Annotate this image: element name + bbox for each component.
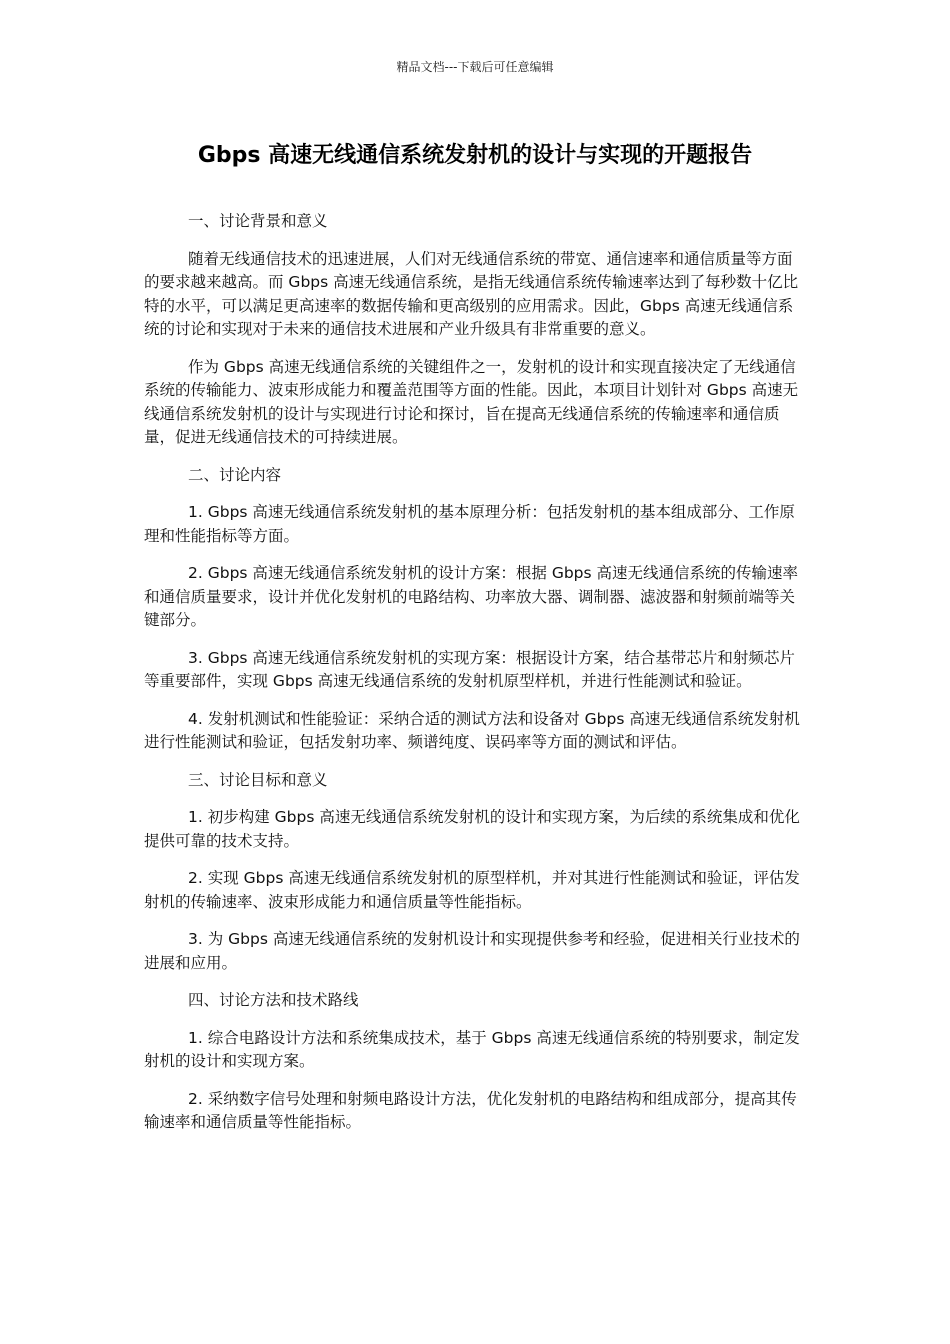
method-item-1: 1. 综合电路设计方法和系统集成技术，基于 Gbps 高速无线通信系统的特别要求，制定发射机的设计和实现方案。 — [144, 1028, 800, 1070]
goal-item-3: 3. 为 Gbps 高速无线通信系统的发射机设计和实现提供参考和经验，促进相关行业技术的进展和应用。 — [144, 930, 800, 972]
section-heading-methods: 四、讨论方法和技术路线 — [188, 991, 359, 1009]
section-heading-goals: 三、讨论目标和意义 — [188, 770, 328, 789]
content-item-2: 2. Gbps 高速无线通信系统发射机的设计方案：根据 Gbps 高速无线通信系统的传输速率和通信质量要求，设计并优化发射机的电路结构、功率放大器、调制器、滤波器和射频前端等关键部分。 — [144, 564, 799, 629]
goal-item-2: 2. 实现 Gbps 高速无线通信系统发射机的原型样机，并对其进行性能测试和验证，评估发射机的传输速率、波束形成能力和通信质量等性能指标。 — [144, 869, 800, 911]
method-item-2: 2. 采纳数字信号处理和射频电路设计方法，优化发射机的电路结构和组成部分，提高其传输速率和通信质量等性能指标。 — [144, 1089, 797, 1131]
goal-item-1: 1. 初步构建 Gbps 高速无线通信系统发射机的设计和实现方案，为后续的系统集成和优化提供可靠的技术支持。 — [144, 808, 800, 850]
section-heading-content: 二、讨论内容 — [188, 465, 282, 484]
document-body — [144, 210, 806, 1149]
paragraph-background-1: 随着无线通信技术的迅速进展，人们对无线通信系统的带宽、通信速率和通信质量等方面的要求越来越高。而 Gbps 高速无线通信系统，是指无线通信系统传输速率达到了每秒数十亿比特的水平，可以满足更高速率的数据传输和更高级别的应用需求。因此，Gbps 高速无线通信系统的讨论和实现对于未来的通信技术进展和产业升级具有非常重要的意义。 — [144, 249, 799, 338]
content-item-1: 1. Gbps 高速无线通信系统发射机的基本原理分析：包括发射机的基本组成部分、工作原理和性能指标等方面。 — [144, 503, 795, 545]
section-heading-background: 一、讨论背景和意义 — [188, 212, 328, 230]
document-title: Gbps 高速无线通信系统发射机的设计与实现的开题报告 — [197, 143, 753, 168]
content-item-4: 4. 发射机测试和性能验证：采纳合适的测试方法和设备对 Gbps 高速无线通信系统发射机进行性能测试和验证，包括发射功率、频谱纯度、误码率等方面的测试和评估。 — [144, 709, 800, 751]
content-item-3: 3. Gbps 高速无线通信系统发射机的实现方案：根据设计方案，结合基带芯片和射频芯片等重要部件，实现 Gbps 高速无线通信系统的发射机原型样机，并进行性能测试和验证。 — [144, 648, 795, 690]
header-note: 精品文档---下载后可任意编辑 — [396, 60, 554, 74]
paragraph-background-2: 作为 Gbps 高速无线通信系统的关键组件之一，发射机的设计和实现直接决定了无线通信系统的传输能力、波束形成能力和覆盖范围等方面的性能。因此，本项目计划针对 Gbps 高速无线通信系统发射机的设计与实现进行讨论和探讨，旨在提高无线通信系统的传输速率和通信质量，促进无线通信技术的可持续进展。 — [144, 357, 799, 446]
